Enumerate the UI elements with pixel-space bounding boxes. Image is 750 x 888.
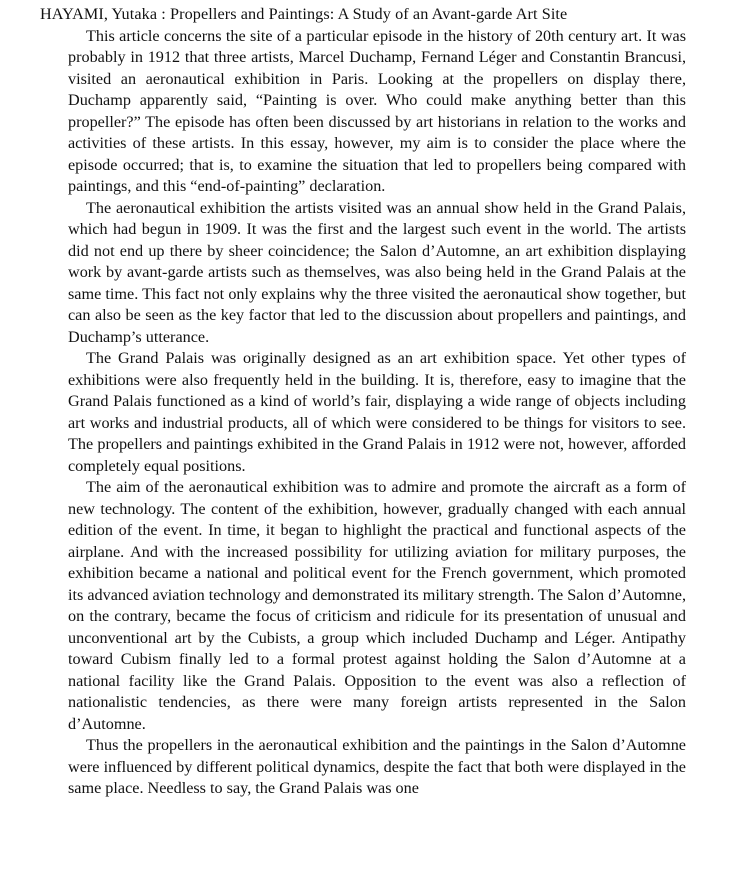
paragraph-1: This article concerns the site of a particular episode in the history of 20th century art. It was probably in 1912 that three artists, Marcel Duchamp, Fernand Léger and Constantin Brancusi, visited an aeronautical exhibition in Paris. Looking at the propellers on display there, Duchamp apparently said, “Painting is over. Who could make anything better than this propeller?” The episode has often been discussed by art historians in relation to the works and activities of these artists. In this essay, however, my aim is to consider the place where the episode occurred; that is, to examine the situation that led to propellers being compared with paintings, and this “end-of-painting” declaration. — [68, 26, 686, 195]
article-body — [68, 26, 686, 800]
paragraph-4: The aim of the aeronautical exhibition was to admire and promote the aircraft as a form of new technology. The content of the exhibition, however, gradually changed with each annual edition of the event. In time, it began to highlight the practical and functional aspects of the airplane. And with the increased possibility for utilizing aviation for military purposes, the exhibition became a national and political event for the French government, which promoted its advanced aviation technology and demonstrated its military strength. The Salon d’Automne, on the contrary, became the focus of criticism and ridicule for its presentation of unusual and unconventional art by the Cubists, a group which included Duchamp and Léger. Antipathy toward Cubism finally led to a formal protest against holding the Salon d’Automne at a national facility like the Grand Palais. Opposition to the event was also a reflection of nationalistic tendencies, as there were many foreign artists represented in the Salon d’Automne. — [68, 478, 686, 733]
paragraph-2: The aeronautical exhibition the artists visited was an annual show held in the Grand Palais, which had begun in 1909. It was the first and the largest such event in the world. The artists did not end up there by sheer coincidence; the Salon d’Automne, an art exhibition displaying work by avant-garde artists such as themselves, was also being held in the Grand Palais at the same time. This fact not only explains why the three visited the aeronautical show together, but can also be seen as the key factor that led to the discussion about propellers and paintings, and Duchamp’s utterance. — [68, 198, 686, 346]
paragraph-3: The Grand Palais was originally designed as an art exhibition space. Yet other types of exhibitions were also frequently held in the building. It is, therefore, easy to imagine that the Grand Palais functioned as a kind of world’s fair, displaying a wide range of objects including art works and industrial products, all of which were considered to be things for visitors to see. The propellers and paintings exhibited in the Grand Palais in 1912 were not, however, afforded completely equal positions. — [68, 349, 686, 475]
paragraph-5: Thus the propellers in the aeronautical exhibition and the paintings in the Salon d’Automne were influenced by different political dynamics, despite the fact that both were displayed in the same place. Needless to say, the Grand Palais was one — [68, 736, 686, 797]
article-heading: HAYAMI, Yutaka : Propellers and Paintings: A Study of an Avant-garde Art Site — [40, 5, 568, 23]
